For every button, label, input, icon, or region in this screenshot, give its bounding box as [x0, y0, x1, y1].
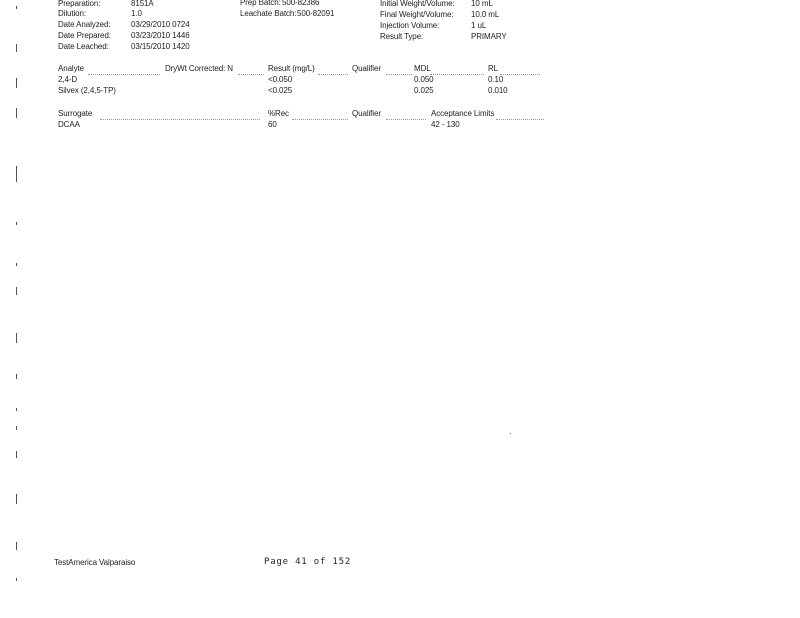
col-analyte: Analyte — [58, 64, 84, 73]
date-prepared-value: 03/23/2010 1446 — [131, 31, 190, 40]
header-leader — [386, 74, 412, 76]
injection-volume-label: Injection Volume: — [380, 21, 440, 30]
date-leached-value: 03/15/2010 1420 — [131, 42, 190, 51]
result-type-value: PRIMARY — [471, 32, 507, 41]
margin-mark — [16, 451, 17, 458]
margin-mark — [16, 578, 17, 581]
col-rl: RL — [488, 64, 499, 73]
margin-mark — [16, 263, 17, 266]
date-analyzed-value: 03/29/2010 0724 — [131, 20, 190, 29]
col-drywt: DryWt Corrected: N — [165, 64, 233, 73]
prep-batch-value: 500-82386 — [282, 0, 320, 7]
header-leader — [292, 119, 348, 121]
header-leader — [500, 74, 540, 76]
analyte-mdl: 0.050 — [414, 75, 434, 84]
margin-mark — [16, 166, 17, 182]
margin-mark — [16, 222, 17, 225]
leachate-batch-label: Leachate Batch: — [240, 9, 297, 18]
col-mdl: MDL — [414, 64, 431, 73]
prep-batch-label: Prep Batch: — [240, 0, 281, 7]
final-volume-label: Final Weight/Volume: — [380, 10, 454, 19]
header-leader — [100, 119, 260, 121]
page-number: Page 41 of 152 — [264, 557, 352, 567]
header-leader — [88, 74, 160, 76]
date-prepared-label: Date Prepared: — [58, 31, 111, 40]
preparation-label: Preparation: — [58, 0, 101, 8]
header-leader — [386, 119, 426, 121]
margin-mark — [16, 6, 17, 9]
preparation-value: 8151A — [131, 0, 154, 8]
col-acceptance-limits: Acceptance Limits — [431, 109, 495, 118]
margin-mark — [16, 78, 17, 88]
col-surrogate-qualifier: Qualifier — [352, 109, 381, 118]
margin-mark — [16, 108, 17, 118]
analyte-result: <0.025 — [268, 86, 293, 95]
leachate-batch-value: 500-82091 — [297, 9, 335, 18]
margin-mark — [16, 542, 17, 550]
margin-mark — [16, 374, 17, 379]
col-surrogate: Surrogate — [58, 109, 93, 118]
header-leader — [238, 74, 264, 76]
margin-mark — [16, 408, 17, 411]
dilution-value: 1.0 — [131, 9, 142, 18]
margin-mark — [16, 333, 17, 343]
margin-mark — [16, 494, 17, 504]
result-type-label: Result Type: — [380, 32, 424, 41]
analyte-name: Silvex (2,4,5-TP) — [58, 86, 116, 95]
analyte-rl: 0.10 — [488, 75, 504, 84]
header-leader — [430, 74, 484, 76]
company-name: TestAmerica Valparaiso — [54, 558, 136, 567]
scan-speck — [510, 433, 511, 434]
header-leader — [496, 119, 544, 121]
date-analyzed-label: Date Analyzed: — [58, 20, 111, 29]
injection-volume-value: 1 uL — [471, 21, 487, 30]
col-qualifier: Qualifier — [352, 64, 381, 73]
header-leader — [318, 74, 348, 76]
initial-volume-label: Initial Weight/Volume: — [380, 0, 455, 8]
analyte-mdl: 0.025 — [414, 86, 434, 95]
col-rec: %Rec — [268, 109, 289, 118]
analyte-name: 2,4-D — [58, 75, 78, 84]
analyte-result: <0.050 — [268, 75, 293, 84]
margin-mark — [16, 426, 17, 430]
surrogate-rec: 60 — [268, 120, 277, 129]
dilution-label: Dilution: — [58, 9, 87, 18]
initial-volume-value: 10 mL — [471, 0, 493, 8]
margin-mark — [16, 44, 17, 52]
analyte-rl: 0.010 — [488, 86, 508, 95]
surrogate-name: DCAA — [58, 120, 80, 129]
col-result: Result (mg/L) — [268, 64, 315, 73]
surrogate-limits: 42 - 130 — [431, 120, 460, 129]
final-volume-value: 10.0 mL — [471, 10, 500, 19]
date-leached-label: Date Leached: — [58, 42, 109, 51]
margin-mark — [16, 287, 17, 295]
